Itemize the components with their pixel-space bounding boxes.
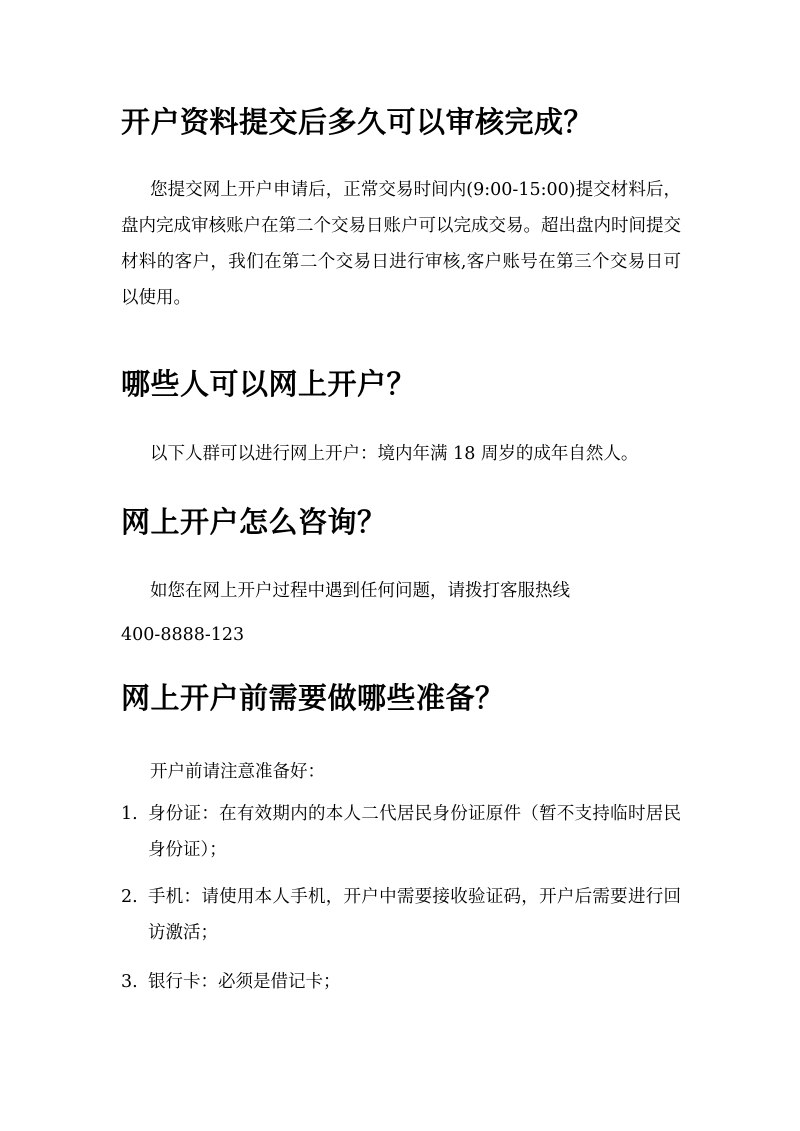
list-number: 3. [121, 972, 138, 992]
list-number: 1. [121, 804, 138, 824]
list-item-phone [121, 879, 681, 951]
list-number: 2. [121, 887, 138, 907]
heading-review-time: 开户资料提交后多久可以审核完成？ [121, 105, 594, 139]
list-item-text: 手机：请使用本人手机，开户中需要接收验证码，开户后需要进行回访激活； [148, 887, 681, 943]
paragraph-eligibility: 以下人群可以进行网上开户：境内年满 18 周岁的成年自然人。 [150, 444, 639, 464]
hotline-number: 400-8888-123 [121, 625, 245, 645]
heading-consultation: 网上开户怎么咨询？ [121, 505, 387, 539]
list-item-text: 银行卡：必须是借记卡； [148, 972, 341, 992]
list-item-id-card [121, 796, 681, 868]
list-item-text: 身份证：在有效期内的本人二代居民身份证原件（暂不支持临时居民身份证）； [148, 804, 681, 860]
heading-preparation: 网上开户前需要做哪些准备？ [121, 681, 505, 715]
heading-eligibility: 哪些人可以网上开户？ [121, 367, 417, 401]
paragraph-consultation: 如您在网上开户过程中遇到任何问题，请拨打客服热线 [150, 581, 570, 601]
list-item-bank-card [121, 964, 681, 1000]
preparation-intro: 开户前请注意准备好： [150, 762, 325, 782]
paragraph-review-time: 您提交网上开户申请后，正常交易时间内(9:00-15:00)提交材料后，盘内完成审核账户在第二个交易日账户可以完成交易。超出盘内时间提交材料的客户，我们在第二个交易日进行审核,客户账号在第三个交易日可以使用。 [121, 180, 681, 308]
